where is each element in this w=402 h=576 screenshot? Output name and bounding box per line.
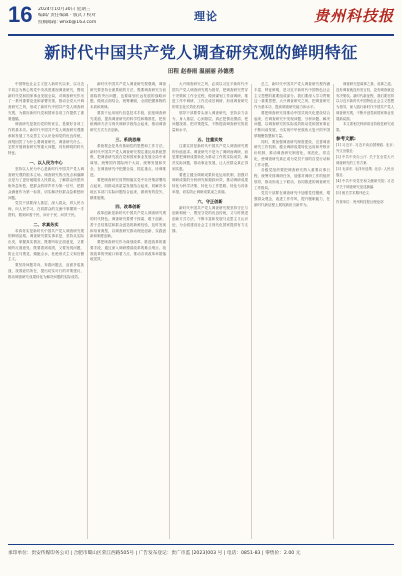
paragraph: 调查研究是我们党的传家宝，是做好各项工作的基本功。新时代中国共产党人调查研究观继承和发展了马克思主义认识论和党的优良传统，深刻回答了为什么要调查研究、调查研究什么、怎样开展调查研究等重大问题，具有鲜明的时代特征。 <box>8 122 84 155</box>
paragraph: 各级党组织要把调查研究纳入重要议事日程，统筹安排调研任务，加强对调研工作的组织领导，推动形成上下联动、协同推进的调查研究工作格局。 <box>254 168 330 190</box>
page-header <box>8 2 394 33</box>
section-heading: 三、系统思维 <box>115 136 141 142</box>
paragraph: 党员干部要深入基层、深入群众，拜人民为师，向人民学习，在同群众的交流中掌握第一手资料，做到问需于民、问计于民、问效于民。 <box>8 201 84 217</box>
section-heading: 五、注重实效 <box>197 136 223 142</box>
email-line: 投稿邮箱: whxb@163.com <box>38 19 97 25</box>
paragraph: 要建立健全调研成果转化运用机制，加强对调研成果的分析研究和跟踪问效，推动调研成果转化为科学决策、转化为工作思路、转化为具体举措，切实防止调研成果束之高阁。 <box>172 172 248 194</box>
reference-item: [4] 中共中央党史和文献研究院. 习近平关于调查研究论述摘编. <box>336 178 394 189</box>
masthead-logo: 贵州科技报 <box>313 7 394 25</box>
paragraph: 领导干部要带头深入调查研究，坚持亲力亲为，身入基层、心到基层，真正把情况摸清、把问题找准、把对策提实，不断提高调查研究的质量和水平。 <box>172 110 248 132</box>
section-heading: 二、求真务实 <box>33 221 59 227</box>
paragraph: 调查研究是谋事之基、成事之道。没有调查就没有发言权，没有调查就没有决策权。新时代新征程，我们要坚持以习近平新时代中国特色社会主义思想为指导，深入践行新时代中国共产党人调查研究观，不断开创党和国家事业发展新局面。 <box>336 82 394 121</box>
column-divider <box>87 84 88 539</box>
article-title: 新时代中国共产党人调查研究观的鲜明特征 <box>44 43 358 62</box>
author-affiliation: 作者单位：贵州科技报社理论部 <box>336 199 384 204</box>
column-divider <box>169 84 170 539</box>
column-5-text <box>336 82 394 134</box>
reference-item: [1] 习近平. 习近平谈治国理政. 北京: 外文出版社. <box>336 142 394 153</box>
paragraph: 改革创新是新时代中国共产党人调查研究观的时代特色。调查研究要勇于探索、敢于创新，善于总结基层和群众创造的新鲜经验，及时发现和培育典型，以调查研究推动理论创新、实践创新和制度创新。 <box>90 211 166 239</box>
paragraph: 要善于运用现代信息技术手段，拓宽调查研究渠道，提高调查研究的科学性和精准性，把传统调研方法与现代调研手段结合起来，推动调查研究方式方法创新。 <box>90 110 166 132</box>
paragraph: 大兴调查研究之风，必须以习近平新时代中国共产党人调查研究观为指导，把调查研究贯穿于决策和工作全过程，做到谋划工作前调研、推进工作中调研、工作完成后调研，形成调查研究的常态化长效化机制。 <box>172 82 248 109</box>
paragraph: 要把调查研究作为谋划改革、推进改革的重要手段，通过深入调研摸清改革的难点堵点，找准改革的突破口和着力点，推动各项改革举措落地见效。 <box>90 240 166 262</box>
column-divider <box>333 84 334 539</box>
issue-meta <box>38 7 158 26</box>
section-heading: 六、守正创新 <box>197 198 223 204</box>
editor-line: 编辑/ 责任编辑 · 版式 / 校对 <box>38 13 96 19</box>
date-line: 2024年10月30日 星期三 <box>38 7 91 12</box>
footer-rule <box>8 544 394 545</box>
page-footer: 承印单位：贵安传媒印务公司 | 合肥市蜀山区荣江西路505号 | 广告发布登记：贵广市监 [2023]003 号 | 电话：0851-83 | 零售价：2.00 元 <box>8 551 301 556</box>
paragraph: 新时代中国共产党人调查研究观坚持守正与创新相统一，既坚守党的优良传统，又与时俱进创新方式方法，不断丰富和发展马克思主义认识论，为全面建设社会主义现代化国家提供有力支撑。 <box>172 205 248 233</box>
paragraph: 求真务实是新时代中国共产党人调查研究观的鲜明品格。调查研究要实事求是，坚持从实际出发，掌握真实情况，既要听取正面意见，又要倾听反面意见；既要看到成绩，又要发现问题，防止走马观花、蜻蜓点水，杜绝形式主义和官僚主义。 <box>8 228 84 262</box>
body-column-1 <box>8 82 84 541</box>
paragraph: 要把调查研究同推动中国式现代化建设结合起来，在调查研究中发现问题、分析问题、解决问题，以调查研究的实际成效推动党和国家事业不断向前发展，为实现中华民族伟大复兴的中国梦凝聚智慧和力量。 <box>254 110 330 138</box>
section-heading: 四、改革创新 <box>115 204 141 210</box>
reference-item: [2] 中共中央办公厅. 关于在全党大兴调查研究的工作方案. <box>336 154 394 165</box>
body-column-3 <box>172 82 248 541</box>
paragraph: 注重实效是新时代中国共产党人调查研究观的价值追求。调查研究不是为了调研而调研，而是要把调研成果转化为推动工作的实际成效，解决实际问题，推动事业发展，让人民群众真正得到实惠。 <box>172 143 248 171</box>
paragraph: 同时，要加强调查研究制度建设，完善调查研究工作机制，健全调研成果转化运用和考核评价机制，推动调查研究制度化、规范化、常态化，使调查研究真正成为党员干部的自觉行动和工作习惯。 <box>254 139 330 167</box>
header-rule <box>8 34 394 36</box>
paragraph: 坚持以人民为中心是新时代中国共产党人调查研究观的根本立场。调查研究的出发点和落脚点是为了更好地服务人民群众，了解群众所思所盼所急所愁，把群众的呼声作为第一信号，把群众满意作为第一标准，切实解决好群众急难愁盼问题。 <box>8 166 84 200</box>
section-title: 理论 <box>194 10 218 23</box>
body-column-5 <box>336 82 394 541</box>
section-heading: 一、以人民为中心 <box>29 159 63 165</box>
paragraph: 系统观念是具有基础性的思想和工作方法。新时代中国共产党人调查研究观注重运用系统思维，把调查研究放在党和国家事业发展全局中来谋划，统筹国内国际两个大局，统筹发展和安全，在调查研究中把握全局、抓住重点、协调推进。 <box>90 143 166 177</box>
paragraph: 要把调查研究同贯彻落实党中央决策部署结合起来，同推动高质量发展结合起来，同解决本地区本部门实际问题结合起来，做到有的放矢、精准施策。 <box>90 178 166 200</box>
paragraph: 中国特色社会主义进入新时代以来，以习近平同志为核心的党中央高度重视调查研究，围绕新时代党和国家事业发展全局，对调查研究作出了一系列重要论述和部署安排，推动全党大兴调查研究之风，形成了新时代中国共产党人调查研究观，为做好新时代党和国家各项工作提供了重要遵循。 <box>8 82 84 121</box>
article-authors: 田程 赵春雨 温丽丽 孙德勇 <box>167 69 235 75</box>
body-column-4 <box>254 82 330 541</box>
paragraph: 要坚持问题导向，奔着问题去，直面矛盾挑战，找准症结所在，提出切实可行的对策建议，推动调查研究成果转化为解决问题的实际成效。 <box>8 263 84 279</box>
paragraph: 本文系相关科研项目阶段性研究成果。 <box>336 122 394 132</box>
references-title: 参考文献: <box>336 136 356 142</box>
body-column-2 <box>90 82 166 541</box>
page-number: 16 <box>8 2 33 27</box>
column-divider <box>251 84 252 539</box>
paragraph: 总之，新时代中国共产党人调查研究观内涵丰富、特征鲜明，是习近平新时代中国特色社会主义思想的重要组成部分。我们要深入学习贯彻这一重要思想，大兴调查研究之风，把调查研究作为基本功，提高调查研究能力和水平。 <box>254 82 330 109</box>
reference-item: [3] 毛泽东. 毛泽东选集. 北京: 人民出版社. <box>336 166 394 177</box>
paragraph: 新时代中国共产党人调查研究观强调，调查研究要坚持全面系统的方法，既要调查研究当前面临的突出问题，也要谋划长远发展的战略问题，做到点面结合、统筹兼顾，全面把握事物的本质和规律。 <box>90 82 166 109</box>
paragraph: 党员干部要在调查研究中加强党性锻炼，增强群众观念，改进工作作风，提升履职能力，在新时代新征程上展现新担当新作为。 <box>254 191 330 207</box>
reference-item: [5] 相关学术期刊论文. <box>336 190 371 195</box>
references-list <box>336 143 394 197</box>
